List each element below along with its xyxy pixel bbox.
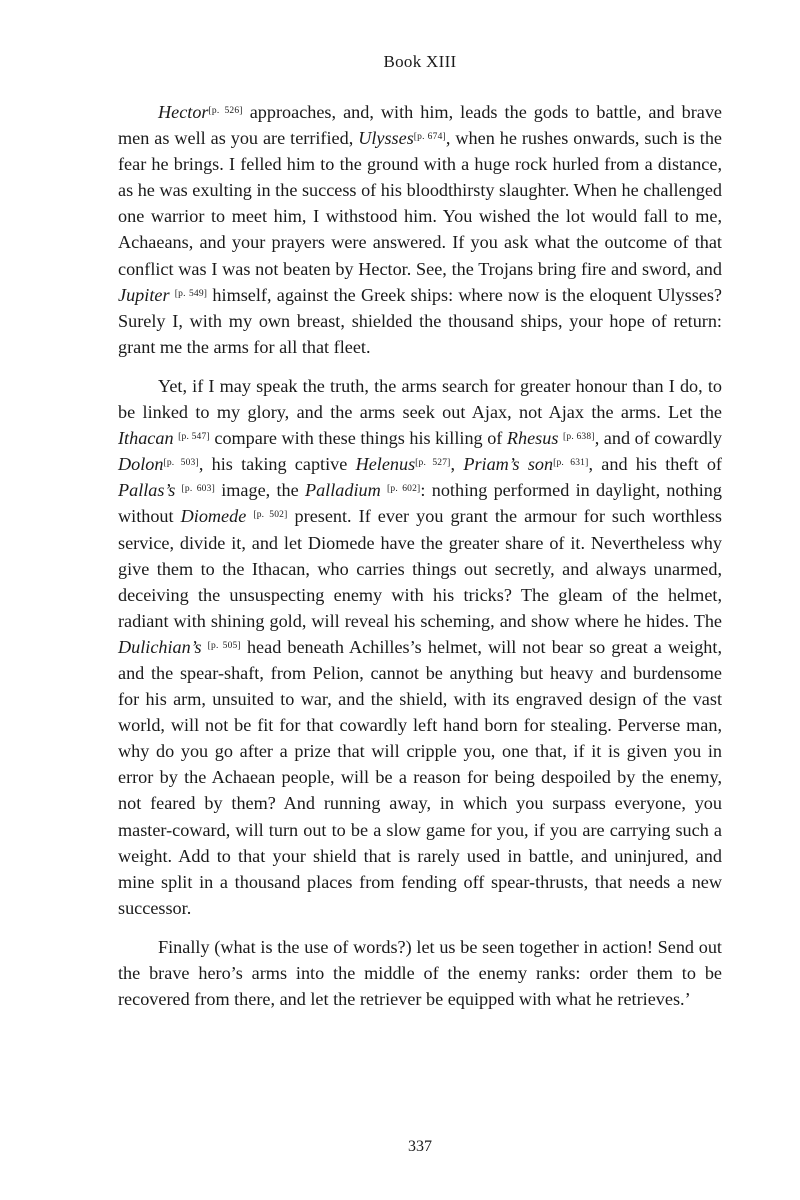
page-reference: [p. 631]: [553, 458, 589, 469]
page-reference: [p. 638]: [563, 432, 595, 443]
paragraph: [118, 99, 722, 360]
page-reference: [p. 674]: [413, 132, 446, 143]
italic-name: Ulysses: [358, 128, 414, 149]
text-run: ,: [450, 454, 464, 475]
text-run: , and of cowardly: [594, 428, 722, 449]
text-run: Finally (what is the use of words?) let us be seen together in action! Send out the brave hero’s arms into the middle of the enemy ranks: order them to be recovered from there, and let the retriever be equipped with what he retrieves.’: [118, 936, 722, 1010]
italic-name: Rhesus: [506, 428, 559, 449]
italic-name: Ithacan: [118, 428, 174, 449]
page-reference: [p. 503]: [163, 458, 199, 469]
text-run: present. If ever you grant the armour for such worthless service, divide it, and let Diomede have the greater share of it. Nevertheless why give them to the Ithacan, who carries things out secretly, and always unarmed, deceiving the unsuspecting enemy with his tricks? The gleam of the helmet, radiant with shining gold, will reveal his scheming, and show where he hides. The: [118, 506, 723, 631]
page-reference: [p. 505]: [207, 640, 241, 651]
italic-name: Palladium: [304, 480, 381, 501]
paragraph: [118, 373, 722, 921]
text-run: , and his theft of: [588, 454, 722, 475]
italic-name: Priam’s son: [463, 454, 554, 475]
page-reference: [p. 527]: [415, 458, 451, 469]
text-run: , when he rushes onwards, such is the fear he brings. I felled him to the ground with a huge rock hurled from a distance, as he was exulting in the success of his bloodthirsty slaughter. When he challenged one warrior to meet him, I withstood him. You wished the lot would fall to me, Achaeans, and your prayers were answered. If you ask what the outcome of that conflict was I was not beaten by Hector. See, the Trojans bring fire and sword, and: [118, 128, 723, 279]
page-reference: [p. 502]: [253, 510, 288, 521]
text-run: himself, against the Greek ships: where now is the eloquent Ulysses? Surely I, with my own breast, shielded the thousand ships, your hope of return: grant me the arms for all that fleet.: [118, 284, 722, 357]
body-text: [118, 99, 722, 1025]
text-run: Yet, if I may speak the truth, the arms search for greater honour than I do, to be linked to my glory, and the arms seek out Ajax, not Ajax the arms. Let the: [118, 375, 722, 423]
text-run: : nothing performed in daylight, nothing without: [118, 480, 722, 527]
text-run: head beneath Achilles’s helmet, will not bear so great a weight, and the spear-shaft, from Pelion, cannot be anything but heavy and burdensome for his arm, unsuited to war, and the shield, with its engraved design of the vast world, will not be fit for that cowardly left hand born for stealing. Perverse man, why do you go after a prize that will cripple you, one that, if it is given you in error by the Achaean people, will be a reason for being despoiled by the enemy, not feared by them? And running away, in which you surpass everyone, you master-coward, will turn out to be a slow game for you, if you are carrying such a weight. Add to that your shield that is rarely used in battle, and uninjured, and mine split in a thousand places from fending off spear-thrusts, that needs a new successor.: [118, 636, 722, 918]
italic-name: Pallas’s: [118, 480, 176, 501]
page-number: 337: [408, 1138, 432, 1155]
page-reference: [p. 549]: [174, 288, 208, 299]
text-run: , his taking captive: [198, 454, 356, 475]
italic-name: Jupiter: [118, 284, 170, 305]
paragraph: [118, 934, 722, 1012]
italic-name: Helenus: [355, 454, 416, 475]
page-reference: [p. 602]: [387, 484, 421, 495]
text-run: approaches, and, with him, leads the gods to battle, and brave men as well as you are terrified,: [118, 102, 722, 149]
page-reference: [p. 547]: [178, 432, 210, 443]
book-page: [118, 0, 722, 1200]
page-reference: [p. 526]: [208, 106, 243, 116]
running-head: Book XIII: [383, 52, 457, 71]
text-run: compare with these things his killing of: [209, 428, 507, 449]
text-run: image, the: [214, 480, 305, 501]
italic-name: Dulichian’s: [118, 636, 202, 657]
page-reference: [p. 603]: [181, 484, 215, 495]
italic-name: Hector: [158, 102, 209, 122]
italic-name: Diomede: [180, 506, 247, 527]
italic-name: Dolon: [118, 454, 164, 475]
